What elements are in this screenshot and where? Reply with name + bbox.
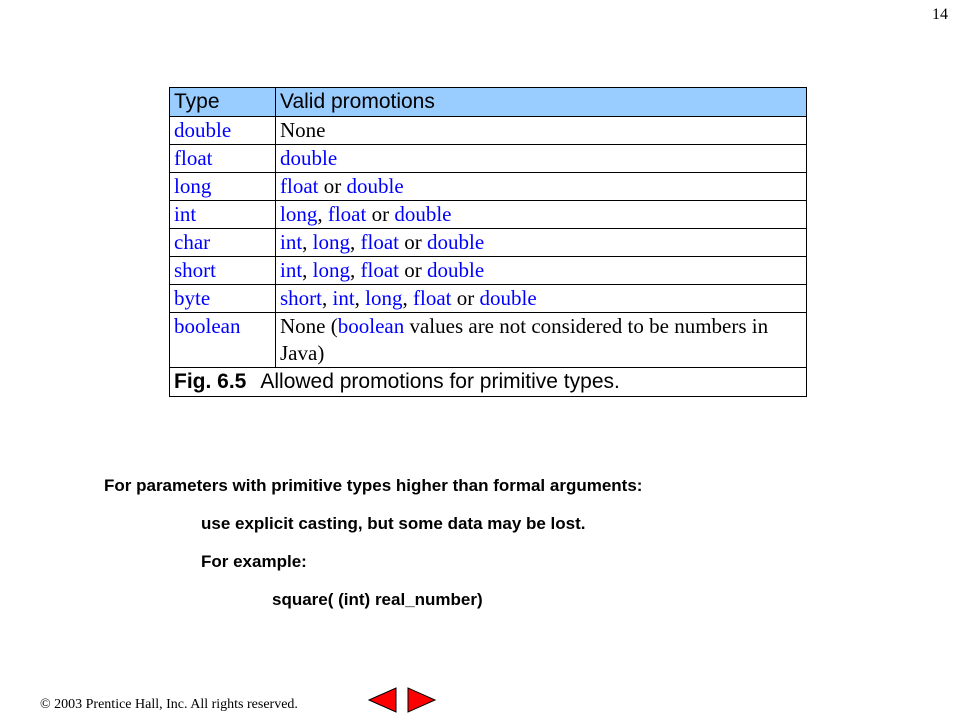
type-keyword: long [312,258,351,282]
promotion-text: or [366,202,395,226]
type-keyword: long [280,202,318,226]
type-cell: boolean [170,313,276,368]
table-header-row [170,88,807,117]
type-cell: long [170,173,276,201]
type-keyword: int [332,286,355,310]
type-keyword: long [365,286,403,310]
table-body [170,117,807,368]
type-keyword: long [312,230,351,254]
table-row [170,257,807,285]
promotion-text: , [402,286,414,310]
caption-row [170,368,807,397]
table-row [170,313,807,368]
table-row [170,229,807,257]
table-row [170,117,807,145]
copyright-text: 2003 Prentice Hall, Inc. All rights reserved. [50,697,298,712]
promotions-cell [276,257,807,285]
type-keyword: float [327,202,367,226]
code-example: square( (int) real_number) [272,590,483,609]
next-slide-button[interactable] [404,687,438,713]
promotions-cell [276,145,807,173]
type-cell: char [170,229,276,257]
type-keyword: float [360,230,399,254]
type-keyword: double [394,202,452,226]
table-row [170,145,807,173]
promotion-text: , [302,230,313,254]
type-keyword: float [280,174,319,198]
type-keyword: double [427,258,485,282]
promotion-text: , [350,230,361,254]
right-triangle-icon [404,687,438,713]
page-number: 14 [932,6,948,23]
copyright-symbol: © [40,697,51,712]
type-cell: byte [170,285,276,313]
type-cell: double [170,117,276,145]
promotion-text: None ( [280,314,338,338]
promotion-text: , [317,202,328,226]
promotions-table [169,87,807,397]
promotion-text: or [318,174,347,198]
previous-slide-button[interactable] [366,687,400,713]
type-keyword: double [280,146,338,170]
figure-caption [170,368,807,397]
type-keyword: int [280,258,303,282]
type-keyword: double [427,230,485,254]
figure-label: Fig. 6.5 [174,370,247,393]
promotion-text: None [280,118,326,142]
type-keyword: float [413,286,452,310]
type-keyword: double [479,286,537,310]
type-cell: float [170,145,276,173]
note-line-3: For example: [201,552,307,571]
column-header-valid-promotions: Valid promotions [276,88,807,117]
figure-caption-text: Allowed promotions for primitive types. [260,370,620,393]
promotion-text: , [350,258,361,282]
promotion-text: or [399,230,427,254]
promotions-cell [276,285,807,313]
type-keyword: short [280,286,322,310]
promotion-text: or [451,286,480,310]
promotion-text: , [354,286,366,310]
promotion-text: values are not considered to be numbers in Java) [280,314,769,365]
table-row [170,285,807,313]
promotions-cell [276,173,807,201]
table-row [170,201,807,229]
type-keyword: double [346,174,404,198]
type-keyword: float [360,258,399,282]
promotion-text: , [302,258,313,282]
promotion-text: , [322,286,333,310]
table-row [170,173,807,201]
left-triangle-icon [366,687,400,713]
note-line-1: For parameters with primitive types higher than formal arguments: [104,476,643,495]
column-header-type: Type [170,88,276,117]
type-cell: short [170,257,276,285]
copyright-footer [40,697,298,713]
promotions-cell [276,201,807,229]
promotions-cell [276,117,807,145]
promotions-cell [276,313,807,368]
note-line-2: use explicit casting, but some data may be lost. [201,514,586,533]
type-cell: int [170,201,276,229]
promotions-cell [276,229,807,257]
promotion-text: or [399,258,427,282]
type-keyword: int [280,230,303,254]
type-keyword: boolean [337,314,405,338]
